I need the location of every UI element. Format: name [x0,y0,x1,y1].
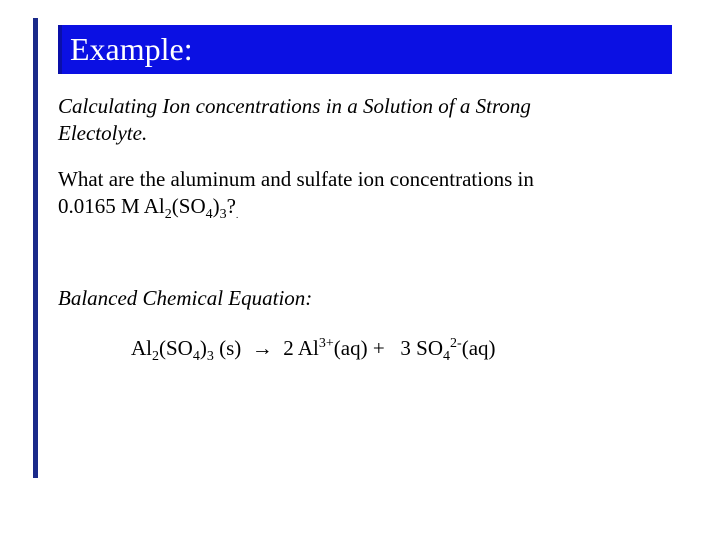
left-accent-bar [33,18,38,478]
reactant-part-2: (SO [159,336,193,360]
question-line-2 [58,194,239,223]
question-sub-3: 3 [219,207,227,223]
product-2-charge: 2- [450,336,462,351]
reactant-prefix: Al [131,336,152,360]
subtitle-line-1: Calculating Ion concentrations in a Solution of a Strong [58,94,531,118]
reactant-sub-3: 3 [206,349,214,365]
question-line-1: What are the aluminum and sulfate ion concentrations in [58,167,534,191]
question-sub-2: 4 [205,207,213,223]
reactant-sub-2: 4 [192,349,200,365]
product-1-charge: 3+ [318,336,334,351]
product-2-prefix: 3 SO [400,336,444,360]
question-prefix: 0.0165 M Al [58,194,165,218]
product-2-sub: 4 [443,349,451,365]
product-2-state: (aq) [461,336,496,360]
equation-heading: Balanced Chemical Equation: [58,286,313,310]
reactant-part-3: ) [199,336,207,360]
product-1-prefix: 2 Al [283,336,319,360]
question-trailing-mark: . [235,210,239,221]
reactant-sub-1: 2 [152,349,159,365]
slide-subtitle [58,93,658,147]
title-bar [58,25,672,74]
question-sub-1: 2 [164,207,172,223]
reaction-arrow: → [251,336,273,360]
subtitle-line-2: Electolyte. [58,121,148,145]
question-part-3: ) [212,194,220,218]
balanced-equation [131,335,496,365]
reactant-state: (s) [213,336,242,360]
product-1-state: (aq) + [333,336,385,360]
question-suffix: ? [226,194,236,218]
slide-title: Example: [70,31,193,67]
question-part-2: (SO [171,194,206,218]
question-text [58,166,678,223]
